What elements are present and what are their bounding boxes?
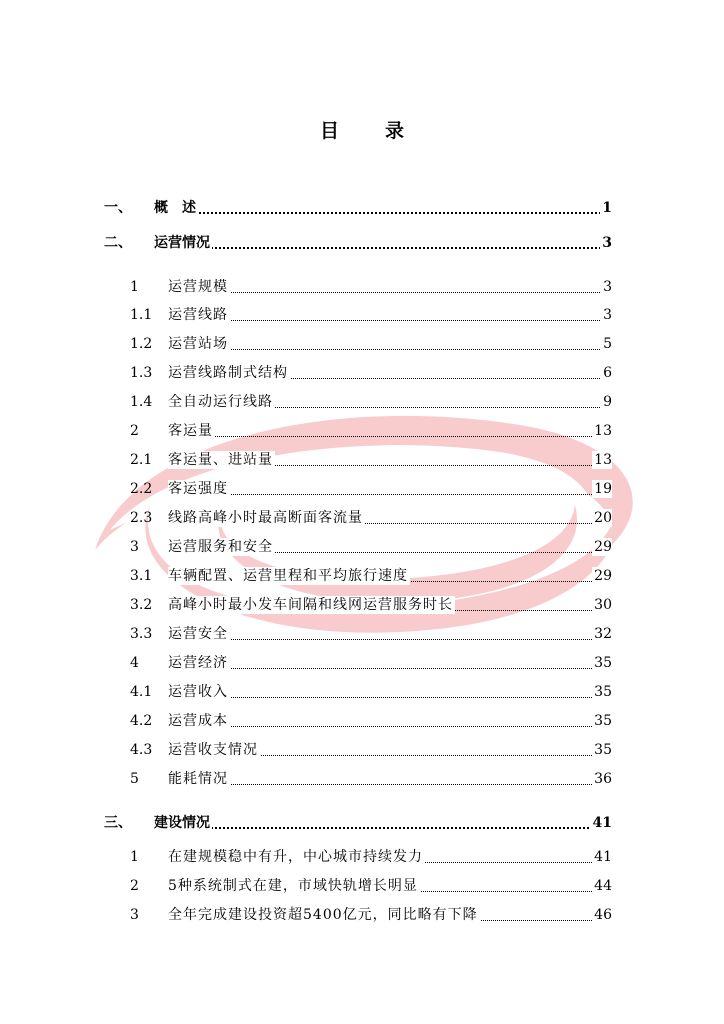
- toc-entry[interactable]: [0, 507, 724, 529]
- toc-entry-number: 1.3: [130, 365, 153, 381]
- toc-entry[interactable]: [0, 768, 724, 790]
- dot-leader: [168, 212, 612, 214]
- toc-entry-page-number: 13: [594, 452, 612, 468]
- toc-entry-title: 客运量、进站量: [168, 452, 273, 468]
- toc-entry[interactable]: [0, 232, 724, 254]
- toc-entry-page-number: 5: [603, 336, 612, 352]
- toc-entry-number: 2.3: [130, 510, 153, 526]
- toc-entry-page-number: 29: [594, 568, 612, 584]
- toc-entry[interactable]: [0, 565, 724, 587]
- toc-entry-page-number: 44: [594, 878, 612, 894]
- toc-entry-title: 在建规模稳中有升，中心城市持续发力: [168, 849, 423, 865]
- toc-entry[interactable]: [0, 420, 724, 442]
- dot-leader: [168, 320, 612, 321]
- toc-entry-number: 3.1: [130, 568, 153, 584]
- toc-entry-number: 5: [130, 771, 139, 787]
- toc-entry-page-number: 41: [592, 815, 612, 831]
- toc-entry-number: 1: [130, 279, 139, 295]
- toc-entry-title: 运营收支情况: [168, 742, 258, 758]
- toc-entry-title: 运营规模: [168, 279, 228, 295]
- toc-entry-page-number: 9: [603, 394, 612, 410]
- toc-entry[interactable]: [0, 449, 724, 471]
- toc-entry-number: 三、: [104, 815, 132, 831]
- toc-entry-page-number: 20: [594, 510, 612, 526]
- toc-entry-page-number: 46: [594, 907, 612, 923]
- toc-entry-page-number: 41: [594, 849, 612, 865]
- toc-entry-number: 4.3: [130, 742, 153, 758]
- toc-entry-page-number: 36: [594, 771, 612, 787]
- toc-entry-number: 2: [130, 423, 139, 439]
- toc-entry-page-number: 6: [603, 365, 612, 381]
- dot-leader: [168, 697, 612, 698]
- dot-leader: [168, 247, 612, 249]
- toc-entry[interactable]: [0, 362, 724, 384]
- toc-entry-title: 高峰小时最小发车间隔和线网运营服务时长: [168, 597, 453, 613]
- toc-entry-number: 3: [130, 907, 139, 923]
- dot-leader: [168, 726, 612, 727]
- toc-entry-page-number: 19: [594, 481, 612, 497]
- toc-entry[interactable]: [0, 812, 724, 834]
- toc-entry-number: 3.2: [130, 597, 153, 613]
- toc-entry-page-number: 3: [602, 235, 612, 251]
- toc-entry[interactable]: [0, 875, 724, 897]
- toc-entry[interactable]: [0, 536, 724, 558]
- toc-entry-title: 建设情况: [154, 815, 210, 831]
- toc-entry-number: 4.1: [130, 684, 153, 700]
- toc-entry-number: 4.2: [130, 713, 153, 729]
- toc-entry-title: 运营情况: [154, 235, 210, 251]
- dot-leader: [168, 436, 612, 437]
- toc-entry-page-number: 32: [594, 626, 612, 642]
- toc-entry-number: 2.1: [130, 452, 153, 468]
- toc-entry-number: 2.2: [130, 481, 153, 497]
- toc-entry-title: 运营安全: [168, 626, 228, 642]
- toc-entry-title: 运营站场: [168, 336, 228, 352]
- toc-entry[interactable]: [0, 623, 724, 645]
- toc-entry-title: 能耗情况: [168, 771, 228, 787]
- toc-entry-page-number: 13: [594, 423, 612, 439]
- toc-entry-title: 车辆配置、运营里程和平均旅行速度: [168, 568, 408, 584]
- toc-entry-page-number: 30: [594, 597, 612, 613]
- dot-leader: [168, 494, 612, 495]
- toc-entry-number: 4: [130, 655, 139, 671]
- toc-entry-title: 5种系统制式在建，市域快轨增长明显: [168, 878, 418, 894]
- toc-entry-title: 运营收入: [168, 684, 228, 700]
- dot-leader: [168, 639, 612, 640]
- dot-leader: [168, 784, 612, 785]
- toc-entry-page-number: 35: [594, 684, 612, 700]
- toc-entry[interactable]: [0, 276, 724, 298]
- toc-entry-title: 概 述: [154, 200, 196, 216]
- toc-entry-title: 客运强度: [168, 481, 228, 497]
- toc-entry[interactable]: [0, 197, 724, 219]
- toc-entry[interactable]: [0, 478, 724, 500]
- toc-entry[interactable]: [0, 391, 724, 413]
- toc-entry-number: 1: [130, 849, 139, 865]
- toc-entry-page-number: 35: [594, 655, 612, 671]
- toc-entry-number: 二、: [104, 235, 132, 251]
- dot-leader: [168, 349, 612, 350]
- toc-entry[interactable]: [0, 904, 724, 926]
- dot-leader: [168, 292, 612, 293]
- toc-entry-page-number: 35: [594, 713, 612, 729]
- toc-entry-title: 运营线路: [168, 307, 228, 323]
- toc-entry-title: 线路高峰小时最高断面客流量: [168, 510, 363, 526]
- toc-entry-page-number: 3: [603, 279, 612, 295]
- toc-entry-number: 1.2: [130, 336, 153, 352]
- toc-entry-title: 全自动运行线路: [168, 394, 273, 410]
- dot-leader: [168, 668, 612, 669]
- toc-entry-number: 3.3: [130, 626, 153, 642]
- title-char-2: 录: [385, 120, 405, 142]
- toc-entry-page-number: 1: [602, 200, 612, 216]
- toc-entry-title: 运营线路制式结构: [168, 365, 288, 381]
- toc-entry[interactable]: [0, 304, 724, 326]
- toc-entry-title: 客运量: [168, 423, 213, 439]
- toc-entry[interactable]: [0, 652, 724, 674]
- toc-entry-title: 运营经济: [168, 655, 228, 671]
- toc-entry[interactable]: [0, 681, 724, 703]
- toc-entry-number: 1.4: [130, 394, 153, 410]
- toc-entry[interactable]: [0, 594, 724, 616]
- toc-entry-number: 一、: [104, 200, 132, 216]
- toc-entry-number: 2: [130, 878, 139, 894]
- toc-entry-page-number: 35: [594, 742, 612, 758]
- toc-entry-title: 运营成本: [168, 713, 228, 729]
- toc-entry[interactable]: [0, 333, 724, 355]
- toc-entry-page-number: 29: [594, 539, 612, 555]
- toc-entry-page-number: 3: [603, 307, 612, 323]
- title-char-1: 目: [319, 120, 339, 142]
- toc-entry-title: 运营服务和安全: [168, 539, 273, 555]
- toc-entry-number: 1.1: [130, 307, 153, 323]
- toc-entry[interactable]: [0, 710, 724, 732]
- toc-entry-number: 3: [130, 539, 139, 555]
- toc-entry[interactable]: [0, 739, 724, 761]
- toc-entry-title: 全年完成建设投资超5400亿元，同比略有下降: [168, 907, 478, 923]
- dot-leader: [168, 827, 612, 829]
- toc-entry[interactable]: [0, 846, 724, 868]
